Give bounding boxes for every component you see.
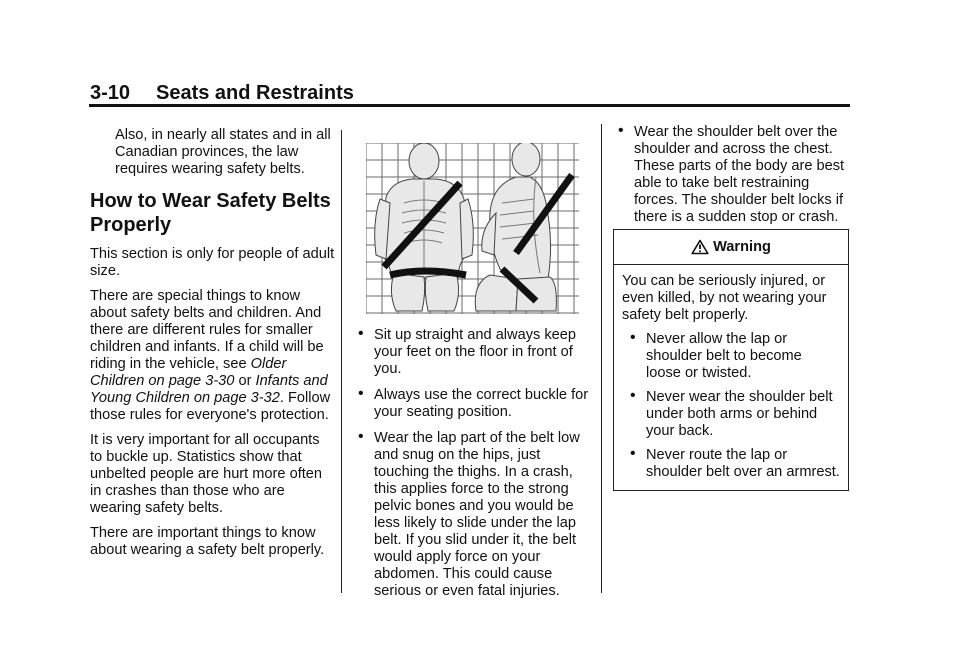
column-1 <box>90 127 335 567</box>
warning-bullet-text: Never allow the lap or shoulder belt to become loose or twisted. <box>646 331 802 381</box>
warning-triangle-icon <box>691 239 709 255</box>
bullet-dot-icon: • <box>358 325 364 342</box>
bullet-item <box>354 430 590 600</box>
warning-header <box>614 230 848 265</box>
warning-intro: You can be seriously injured, or even killed, by not wearing your safety belt properly. <box>622 273 827 323</box>
column-2 <box>354 327 590 609</box>
bullet-text: Wear the shoulder belt over the shoulder and across the chest. These parts of the body are best able to take belt restraining forces. The shoulder belt locks if there is a sudden stop or crash. <box>634 124 845 225</box>
chapter-title: Seats and Restraints <box>156 82 354 104</box>
warning-bullet-item <box>622 389 840 440</box>
bullet-text: Sit up straight and always keep your feet on the floor in front of you. <box>374 327 576 377</box>
bullet-dot-icon: • <box>358 428 364 445</box>
bullet-item <box>614 124 852 226</box>
warning-bullet-text: Never wear the shoulder belt under both arms or behind your back. <box>646 389 833 439</box>
paragraph-children-text-a: There are special things to know about safety belts and children. And there are different rules for smaller children and infants. If a child will be riding in the vehicle, see <box>90 288 324 372</box>
paragraph-children-or: or <box>234 373 256 389</box>
warning-box <box>613 229 849 491</box>
page-number: 3-10 <box>90 82 131 104</box>
bullet-dot-icon: • <box>630 387 636 404</box>
warning-bullet-text: Never route the lap or shoulder belt over an armrest. <box>646 447 840 480</box>
bullet-text: Always use the correct buckle for your seating position. <box>374 387 589 420</box>
page-header <box>90 82 354 105</box>
paragraph-important-things: There are important things to know about wearing a safety belt properly. <box>90 525 325 558</box>
section-title: How to Wear Safety Belts Properly <box>90 190 331 236</box>
column-divider-left <box>341 130 342 593</box>
bullet-dot-icon: • <box>630 445 636 462</box>
paragraph-adult-size: This section is only for people of adult size. <box>90 246 335 279</box>
bullet-item <box>354 387 590 421</box>
header-rule <box>89 104 850 107</box>
warning-bullet-item <box>622 447 840 481</box>
bullet-dot-icon: • <box>618 122 624 139</box>
paragraph-children <box>90 288 335 424</box>
bullet-dot-icon: • <box>630 329 636 346</box>
column-3 <box>614 124 852 235</box>
link-older-children[interactable]: Older Children on page 3-30 <box>90 356 287 389</box>
safety-belt-figure-graphic <box>366 143 579 314</box>
bullet-item <box>354 327 590 378</box>
column-divider-right <box>601 124 602 593</box>
warning-bullet-item <box>622 331 840 382</box>
bullet-text: Wear the lap part of the belt low and snug on the hips, just touching the thighs. In a crash, this applies force to the strong pelvic bones and you would be less likely to slide under the lap belt. If you slid under it, the belt would apply force on your abdomen. This could cause serious or even fatal injuries. <box>374 430 580 599</box>
bullet-dot-icon: • <box>358 385 364 402</box>
link-infants-young-children[interactable]: Infants and Young Children on page 3-32 <box>90 373 328 406</box>
warning-body <box>614 265 848 481</box>
safety-belt-illustration <box>366 143 579 314</box>
paragraph-children-text-b: . Follow those rules for everyone's protection. <box>90 390 331 423</box>
paragraph-statistics: It is very important for all occupants to buckle up. Statistics show that unbelted people are hurt more often in crashes than those who are wearing safety belts. <box>90 432 323 516</box>
intro-paragraph: Also, in nearly all states and in all Canadian provinces, the law requires wearing safety belts. <box>115 127 331 177</box>
warning-title: Warning <box>713 239 771 255</box>
